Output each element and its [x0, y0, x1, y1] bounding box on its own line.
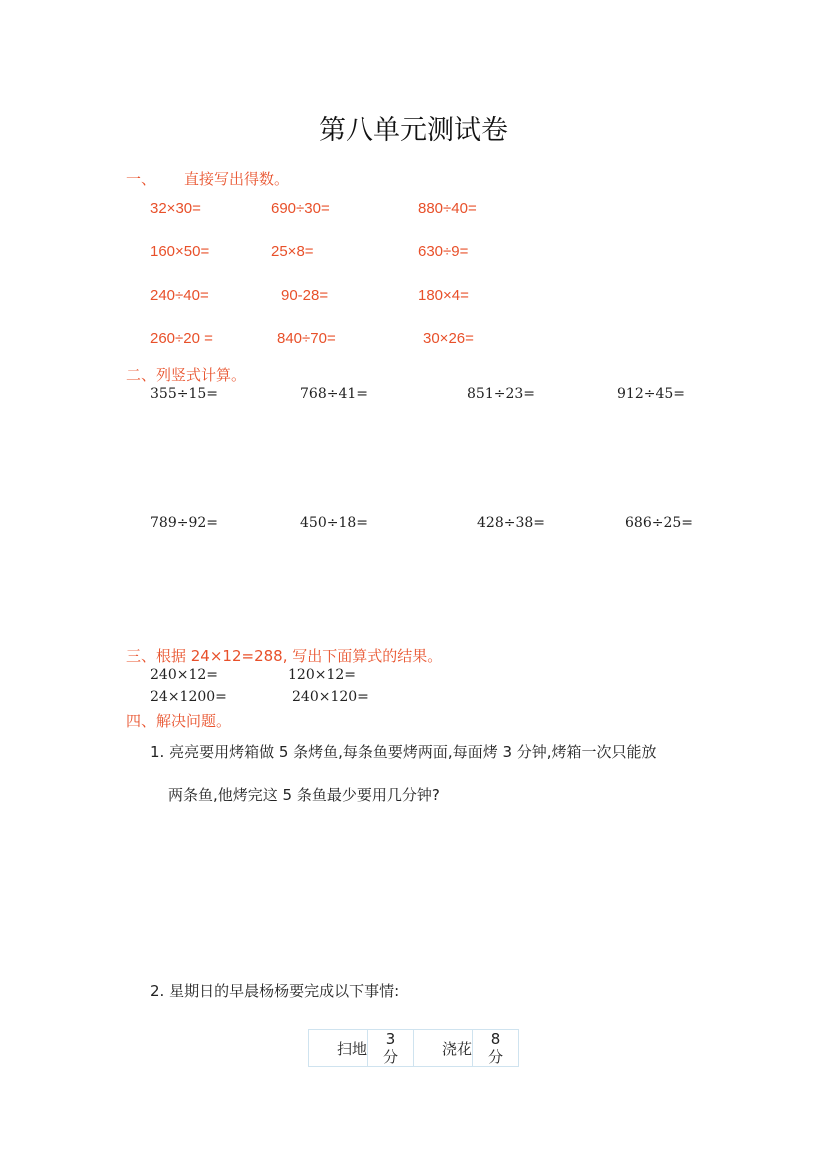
oral-problem: 260÷20 =	[150, 330, 213, 347]
oral-problem: 25×8=	[271, 243, 314, 260]
vertical-calc-problem: 912÷45=	[617, 386, 685, 402]
oral-problem: 32×30=	[150, 200, 201, 217]
section3-heading: 三、根据 24×12=288, 写出下面算式的结果。	[126, 647, 443, 665]
chores-table	[308, 1029, 519, 1067]
page-title: 第八单元测试卷	[319, 115, 508, 146]
derived-problem: 24×1200=	[150, 689, 227, 705]
word-problem-2: 2. 星期日的早晨杨杨要完成以下事情:	[150, 982, 400, 1000]
oral-problem: 160×50=	[150, 243, 210, 260]
time-cell: 3 分	[368, 1030, 414, 1067]
word-problem-1: 1. 亮亮要用烤箱做 5 条烤鱼,每条鱼要烤两面,每面烤 3 分钟,烤箱一次只能放	[150, 743, 657, 761]
derived-problem: 240×12=	[150, 667, 218, 683]
oral-problem: 180×4=	[418, 287, 469, 304]
task-cell: 扫地	[309, 1030, 368, 1067]
section1-number: 一、	[126, 170, 157, 188]
vertical-calc-problem: 428÷38=	[477, 515, 545, 531]
section4-heading: 四、解决问题。	[126, 712, 232, 730]
oral-problem: 840÷70=	[277, 330, 336, 347]
task-cell: 浇花	[414, 1030, 473, 1067]
derived-problem: 240×120=	[292, 689, 369, 705]
time-cell: 8 分	[473, 1030, 519, 1067]
derived-problem: 120×12=	[288, 667, 356, 683]
oral-problem: 690÷30=	[271, 200, 330, 217]
vertical-calc-problem: 450÷18=	[300, 515, 368, 531]
oral-problem: 30×26=	[423, 330, 474, 347]
section2-heading: 二、列竖式计算。	[126, 366, 247, 384]
oral-problem: 630÷9=	[418, 243, 469, 260]
section1-heading: 直接写出得数。	[184, 170, 290, 188]
vertical-calc-problem: 686÷25=	[625, 515, 693, 531]
vertical-calc-problem: 768÷41=	[300, 386, 368, 402]
vertical-calc-problem: 851÷23=	[467, 386, 535, 402]
vertical-calc-problem: 355÷15=	[150, 386, 218, 402]
oral-problem: 240÷40=	[150, 287, 209, 304]
word-problem-1-continued: 两条鱼,他烤完这 5 条鱼最少要用几分钟?	[168, 786, 440, 804]
vertical-calc-problem: 789÷92=	[150, 515, 218, 531]
oral-problem: 880÷40=	[418, 200, 477, 217]
oral-problem: 90-28=	[281, 287, 329, 304]
